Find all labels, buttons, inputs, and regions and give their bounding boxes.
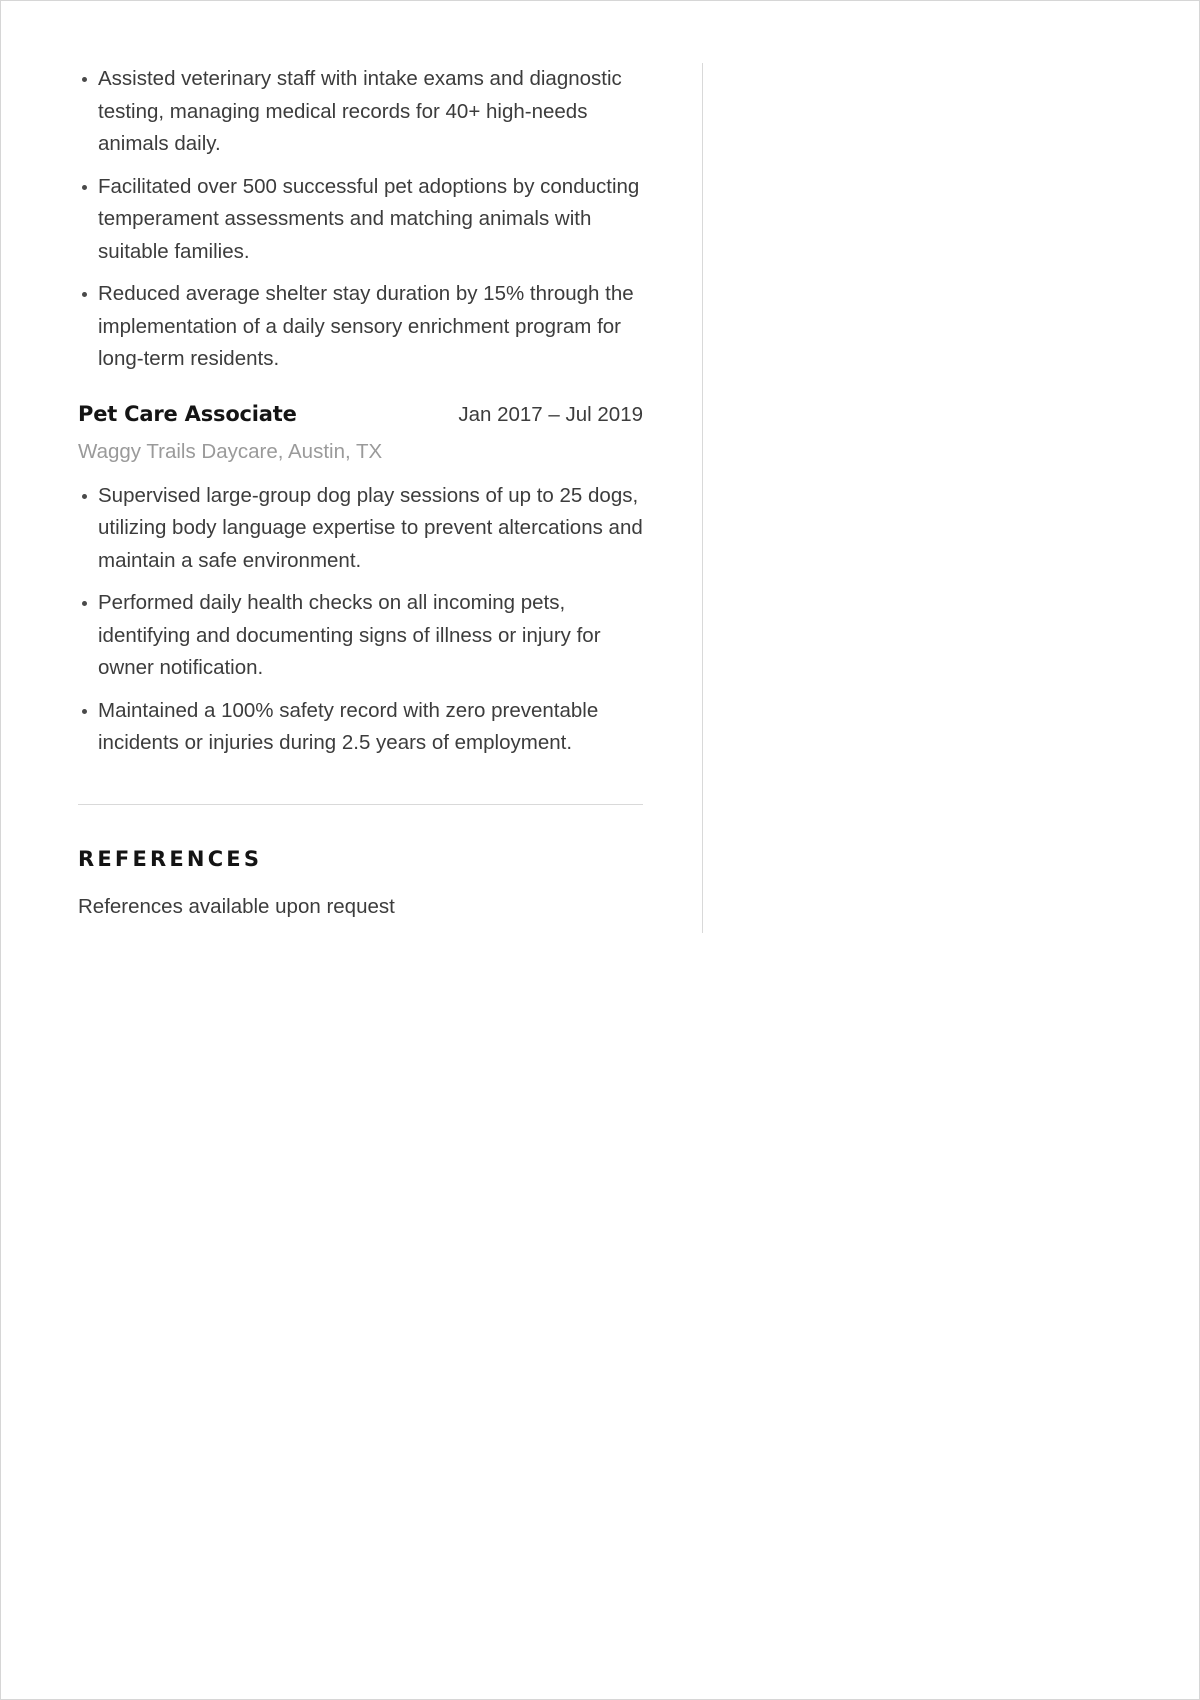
job-entry — [78, 402, 643, 760]
job-bullet: Maintained a 100% safety record with zero preventable incidents or injuries during 2.5 years of employment. — [98, 695, 643, 760]
job-bullet: Supervised large-group dog play sessions of up to 25 dogs, utilizing body language expertise to prevent altercations and maintain a safe environment. — [98, 480, 643, 578]
main-column — [78, 63, 643, 919]
references-heading: REFERENCES — [78, 846, 263, 871]
previous-role-bullet: Reduced average shelter stay duration by 15% through the implementation of a daily sensory enrichment program for long-term residents. — [98, 278, 643, 376]
job-title: Pet Care Associate — [78, 401, 297, 426]
section-divider — [78, 804, 643, 805]
job-dates: Jan 2017 – Jul 2019 — [458, 402, 643, 426]
job-company: Waggy Trails Daycare, Austin, TX — [78, 439, 383, 463]
job-bullet: Performed daily health checks on all incoming pets, identifying and documenting signs of illness or injury for owner notification. — [98, 587, 643, 685]
previous-role-bullet-list — [78, 63, 643, 376]
job-bullet-list — [78, 480, 643, 760]
column-divider — [702, 63, 703, 933]
previous-role-bullet: Assisted veterinary staff with intake exams and diagnostic testing, managing medical records for 40+ high-needs animals daily. — [98, 63, 643, 161]
job-header — [78, 402, 643, 438]
previous-role-bullet: Facilitated over 500 successful pet adoptions by conducting temperament assessments and matching animals with suitable families. — [98, 171, 643, 269]
references-text: References available upon request — [78, 894, 395, 918]
